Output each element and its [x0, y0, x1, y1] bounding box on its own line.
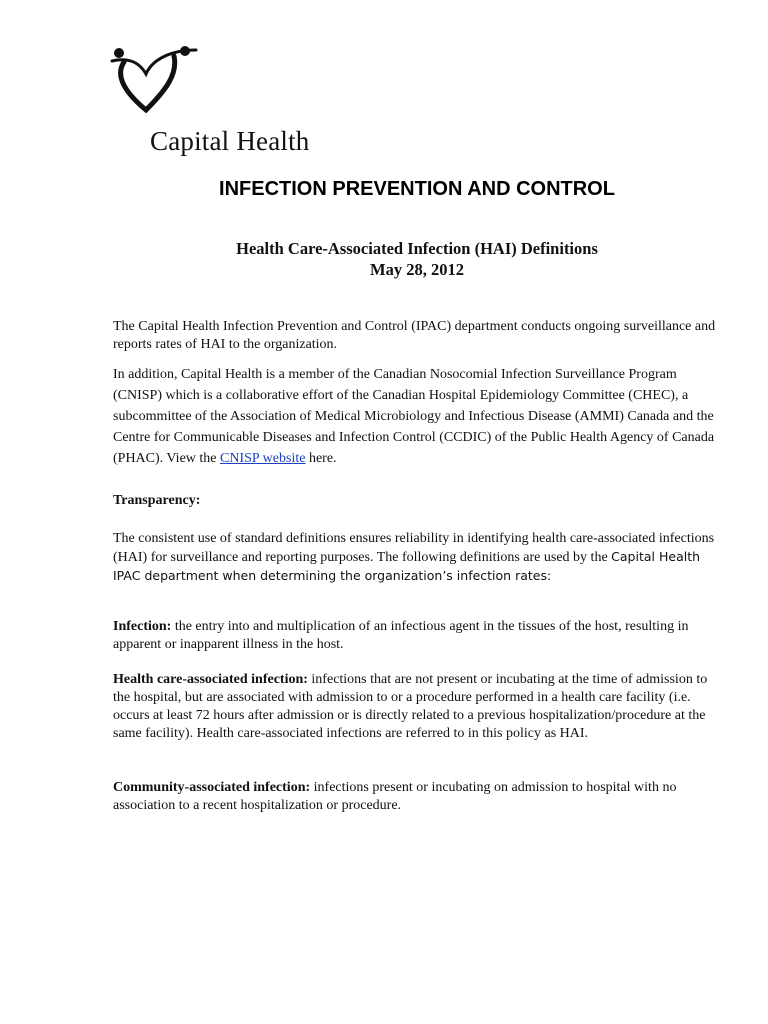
transparency-paragraph [113, 530, 725, 586]
capital-health-logo [108, 44, 368, 164]
transparency-text: The consistent use of standard definitions ensures reliability in identifying health care-associated infections (HAI) for surveillance and reporting purposes. The following definitions are used by the [113, 531, 715, 565]
definition-term: Health care-associated infection: [113, 672, 308, 687]
definition-text: infections that are not present or incubating at the time of admission to the hospital, but are associated with admission to or a procedure performed in a health care facility (i.e. occurs at least 72 hours after admission or is directly related to a previous hospitalization/procedure at the same facility). Health care-associated infections are referred to in this policy as HAI. [113, 672, 708, 741]
cnisp-website-link[interactable]: CNISP website [220, 451, 306, 466]
cnisp-text-end: here. [305, 451, 337, 466]
page-title: INFECTION PREVENTION AND CONTROL [219, 178, 615, 200]
intro-paragraph: The Capital Health Infection Prevention and Control (IPAC) department conducts ongoing surveillance and reports rates of HAI to the organization. [113, 319, 716, 352]
transparency-text-end: Capital Health IPAC department when determining the organization’s infection rates: [113, 549, 701, 583]
definition-term: Community-associated infection: [113, 780, 311, 795]
transparency-heading: Transparency: [113, 493, 201, 508]
logo-wordmark: Capital Health [150, 126, 310, 156]
definition-text: the entry into and multiplication of an infectious agent in the tissues of the host, resulting in apparent or inapparent illness in the host. [113, 619, 689, 652]
subtitle-line: Health Care-Associated Infection (HAI) Definitions [236, 239, 598, 258]
cnisp-text: In addition, Capital Health is a member of the Canadian Nosocomial Infection Surveillance Program (CNISP) which is a collaborative effort of the Canadian Hospital Epidemiology Committee (CHEC), a subcommittee of the Association of Medical Microbiology and Infectious Disease (AMMI) Canada and the Centre for Communicable Diseases and Infection Control (CCDIC) of the Public Health Agency of Canada (PHAC). View the [113, 367, 715, 466]
document-subtitle [0, 238, 768, 280]
definition-term: Infection: [113, 619, 172, 634]
cnisp-paragraph [113, 364, 725, 469]
heart-people-icon [108, 44, 200, 116]
definition-hai [113, 671, 725, 743]
subtitle-date: May 28, 2012 [370, 260, 464, 279]
definition-infection [113, 618, 725, 654]
definition-text: infections present or incubating on admission to hospital with no association to a recent hospitalization or procedure. [113, 780, 677, 813]
definition-community [113, 779, 725, 815]
